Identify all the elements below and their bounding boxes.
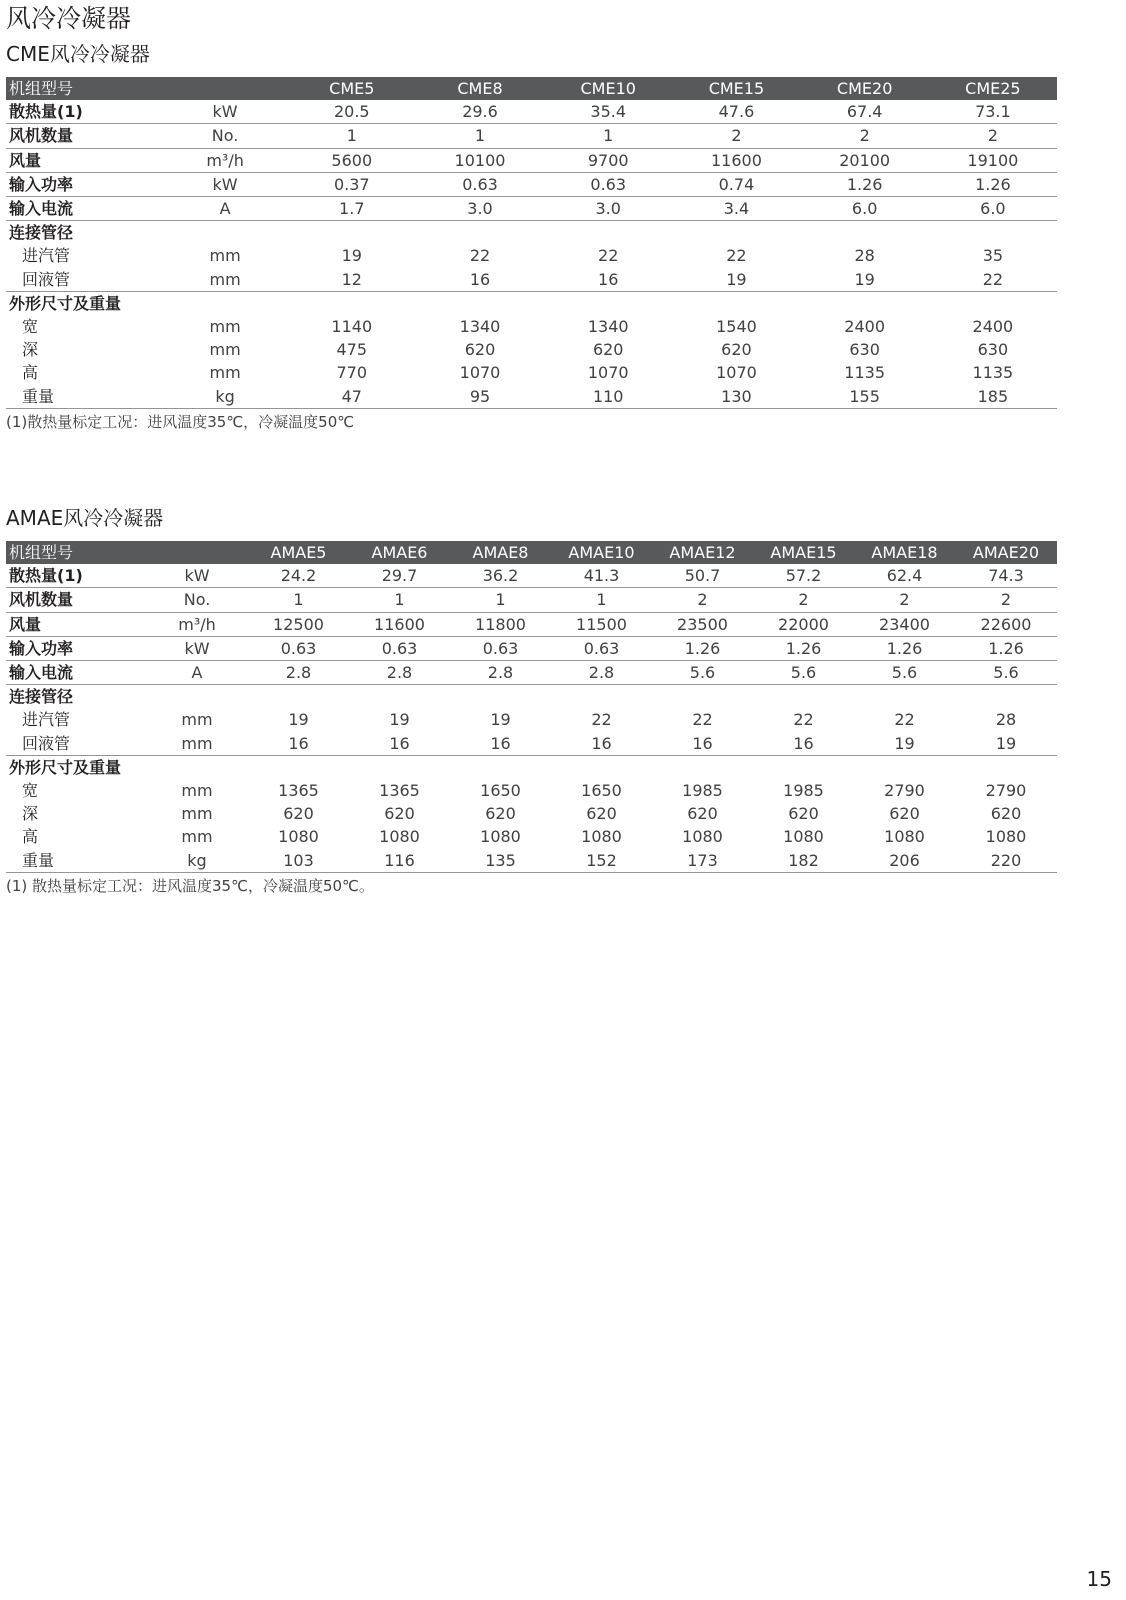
header-cell: AMAE6 — [349, 541, 450, 564]
unit-cell: kW — [146, 636, 248, 660]
value-cell: 1135 — [844, 363, 886, 383]
value-cell — [248, 685, 349, 709]
value-cell: 0.63 — [544, 172, 672, 196]
value-cell: 23500 — [652, 612, 753, 636]
value-cell: 620 — [889, 804, 920, 824]
value-cell — [288, 221, 416, 245]
value-cell: 1 — [544, 124, 672, 148]
value-cell: 29.7 — [349, 564, 450, 588]
value-cell: 20100 — [801, 148, 929, 172]
header-cell: AMAE10 — [551, 541, 652, 564]
value-cell: 1080 — [884, 827, 925, 847]
value-cell: 22000 — [753, 612, 854, 636]
value-cell: 10100 — [416, 148, 544, 172]
table-row — [6, 588, 1057, 612]
value-cell — [753, 755, 854, 779]
value-cell: 620 — [464, 340, 496, 360]
value-cell: 5600 — [288, 148, 416, 172]
row-label: 风机数量 — [6, 124, 162, 148]
unit-cell — [162, 291, 287, 315]
value-cell: 1135 — [972, 363, 1014, 383]
value-cell: 24.2 — [248, 564, 349, 588]
value-cell: 630 — [849, 340, 880, 360]
value-cell: 2.8 — [450, 660, 551, 684]
table-header-row — [6, 77, 1057, 100]
table-row — [6, 660, 1057, 684]
value-cell: 1 — [349, 588, 450, 612]
row-label: 重量 — [6, 848, 146, 872]
row-label: 散热量(1) — [6, 564, 146, 588]
value-cell: 1.26 — [929, 172, 1057, 196]
value-cell: 2 — [929, 124, 1057, 148]
value-cell: 620 — [721, 340, 752, 360]
value-cell: 620 — [990, 804, 1022, 824]
unit-cell: m³/h — [146, 612, 248, 636]
value-cell: 155 — [801, 384, 929, 408]
value-cell: 0.37 — [288, 172, 416, 196]
value-cell: 16 — [753, 732, 854, 756]
unit-cell — [146, 755, 248, 779]
value-cell: 1.26 — [955, 636, 1057, 660]
value-cell: 1080 — [480, 827, 521, 847]
value-cell: 57.2 — [753, 564, 854, 588]
row-label: 风机数量 — [6, 588, 146, 612]
value-cell — [349, 685, 450, 709]
header-cell — [162, 77, 287, 100]
value-cell: 11600 — [349, 612, 450, 636]
value-cell: 20.5 — [288, 100, 416, 124]
unit-cell: mm — [162, 268, 287, 292]
row-label: 深 — [22, 340, 39, 360]
value-cell: 16 — [450, 732, 551, 756]
value-cell: 1070 — [716, 363, 757, 383]
value-cell: 22 — [929, 268, 1057, 292]
table-row — [6, 244, 1057, 267]
value-cell: 2 — [753, 588, 854, 612]
value-cell: 22 — [469, 246, 491, 266]
value-cell: 19100 — [929, 148, 1057, 172]
value-cell: 74.3 — [955, 564, 1057, 588]
value-cell: 1080 — [278, 827, 319, 847]
row-label: 高 — [22, 363, 39, 383]
row-label: 深 — [22, 804, 39, 824]
value-cell: 0.74 — [672, 172, 800, 196]
value-cell: 185 — [929, 384, 1057, 408]
value-cell: 1080 — [985, 827, 1027, 847]
value-cell: 206 — [854, 848, 955, 872]
value-cell: 620 — [586, 804, 617, 824]
row-label: 风量 — [6, 612, 146, 636]
header-cell: AMAE8 — [450, 541, 551, 564]
value-cell — [544, 221, 672, 245]
value-cell: 1650 — [480, 780, 521, 800]
value-cell: 2 — [955, 588, 1057, 612]
table-row — [6, 361, 1057, 384]
value-cell: 630 — [977, 340, 1009, 360]
value-cell: 35 — [982, 246, 1004, 266]
row-label: 高 — [22, 827, 39, 847]
value-cell: 19 — [341, 246, 362, 266]
value-cell: 1070 — [459, 363, 501, 383]
value-cell: 173 — [652, 848, 753, 872]
header-cell: AMAE18 — [854, 541, 955, 564]
value-cell: 620 — [485, 804, 516, 824]
value-cell: 770 — [336, 363, 368, 383]
value-cell: 2790 — [884, 780, 925, 800]
table-row — [6, 708, 1057, 731]
value-cell: 1080 — [379, 827, 420, 847]
value-cell: 28 — [854, 246, 875, 266]
value-cell — [801, 291, 929, 315]
value-cell — [349, 755, 450, 779]
value-cell: 2 — [801, 124, 929, 148]
unit-cell: mm — [209, 246, 241, 266]
value-cell: 1650 — [581, 780, 622, 800]
value-cell: 1985 — [783, 780, 824, 800]
table-row — [6, 732, 1057, 756]
value-cell: 9700 — [544, 148, 672, 172]
value-cell: 67.4 — [801, 100, 929, 124]
value-cell: 1540 — [716, 316, 757, 336]
value-cell: 1.26 — [854, 636, 955, 660]
header-cell: 机组型号 — [6, 541, 146, 564]
unit-cell: No. — [146, 588, 248, 612]
table-row — [6, 779, 1057, 802]
header-cell: CME25 — [929, 77, 1057, 100]
value-cell: 1080 — [581, 827, 622, 847]
unit-cell: kW — [146, 564, 248, 588]
value-cell: 1985 — [682, 780, 723, 800]
value-cell: 152 — [551, 848, 652, 872]
value-cell: 1 — [450, 588, 551, 612]
value-cell: 130 — [672, 384, 800, 408]
row-label: 输入功率 — [6, 172, 162, 196]
table-row — [6, 564, 1057, 588]
unit-cell: mm — [209, 363, 241, 383]
unit-cell: mm — [146, 732, 248, 756]
value-cell: 36.2 — [450, 564, 551, 588]
value-cell: 135 — [450, 848, 551, 872]
table-row — [6, 221, 1057, 245]
value-cell — [854, 685, 955, 709]
table-row — [6, 291, 1057, 315]
unit-cell: mm — [181, 710, 213, 730]
value-cell: 19 — [490, 710, 511, 730]
value-cell: 23400 — [854, 612, 955, 636]
value-cell: 28 — [995, 710, 1017, 730]
row-label: 重量 — [6, 384, 162, 408]
amae-section-title: AMAE风冷冷凝器 — [6, 506, 164, 530]
value-cell: 19 — [854, 732, 955, 756]
value-cell: 1 — [551, 588, 652, 612]
row-label: 连接管径 — [9, 687, 74, 707]
table-row — [6, 802, 1057, 825]
value-cell: 2 — [652, 588, 753, 612]
value-cell: 1080 — [682, 827, 723, 847]
unit-cell: kg — [146, 848, 248, 872]
amae-spec-table — [6, 541, 1057, 873]
value-cell: 6.0 — [801, 196, 929, 220]
value-cell: 0.63 — [450, 636, 551, 660]
value-cell: 1340 — [587, 316, 629, 336]
value-cell — [551, 685, 652, 709]
value-cell — [955, 755, 1057, 779]
unit-cell: kW — [162, 100, 287, 124]
row-label: 宽 — [22, 780, 39, 800]
unit-cell: m³/h — [162, 148, 287, 172]
value-cell: 2400 — [844, 316, 886, 336]
value-cell: 103 — [248, 848, 349, 872]
table-row — [6, 268, 1057, 292]
value-cell: 1.26 — [652, 636, 753, 660]
row-label: 散热量(1) — [6, 100, 162, 124]
table-row — [6, 124, 1057, 148]
value-cell — [929, 291, 1057, 315]
value-cell: 16 — [652, 732, 753, 756]
value-cell: 22600 — [955, 612, 1057, 636]
header-cell: CME5 — [288, 77, 416, 100]
value-cell: 22 — [591, 710, 612, 730]
value-cell: 1070 — [587, 363, 629, 383]
value-cell: 19 — [801, 268, 929, 292]
value-cell: 1.26 — [801, 172, 929, 196]
table-row — [6, 148, 1057, 172]
value-cell: 5.6 — [854, 660, 955, 684]
value-cell: 1 — [288, 124, 416, 148]
value-cell: 116 — [349, 848, 450, 872]
unit-cell — [162, 221, 287, 245]
row-label: 进汽管 — [22, 246, 71, 266]
header-cell: CME8 — [416, 77, 544, 100]
value-cell — [450, 755, 551, 779]
value-cell: 2790 — [985, 780, 1027, 800]
value-cell: 2 — [672, 124, 800, 148]
value-cell: 11600 — [672, 148, 800, 172]
header-cell: 机组型号 — [6, 77, 162, 100]
value-cell: 35.4 — [544, 100, 672, 124]
value-cell: 1365 — [379, 780, 420, 800]
value-cell: 22 — [726, 246, 747, 266]
row-label: 回液管 — [6, 732, 146, 756]
value-cell: 1080 — [783, 827, 824, 847]
header-cell: AMAE20 — [955, 541, 1057, 564]
table-row — [6, 636, 1057, 660]
unit-cell: mm — [209, 316, 241, 336]
value-cell — [416, 221, 544, 245]
table-header-row — [6, 541, 1057, 564]
cme-footnote: (1)散热量标定工况：进风温度35℃，冷凝温度50℃ — [6, 413, 355, 431]
value-cell — [652, 755, 753, 779]
cme-spec-table — [6, 77, 1057, 409]
value-cell: 47 — [288, 384, 416, 408]
value-cell: 5.6 — [955, 660, 1057, 684]
table-row — [6, 612, 1057, 636]
unit-cell: kg — [162, 384, 287, 408]
value-cell: 1140 — [331, 316, 373, 336]
value-cell: 50.7 — [652, 564, 753, 588]
value-cell: 220 — [955, 848, 1057, 872]
value-cell: 5.6 — [753, 660, 854, 684]
value-cell — [551, 755, 652, 779]
value-cell — [544, 291, 672, 315]
row-label: 进汽管 — [22, 710, 71, 730]
value-cell: 29.6 — [416, 100, 544, 124]
unit-cell — [146, 685, 248, 709]
value-cell: 1.7 — [288, 196, 416, 220]
value-cell: 16 — [544, 268, 672, 292]
table-row — [6, 172, 1057, 196]
value-cell: 620 — [384, 804, 415, 824]
row-label: 连接管径 — [9, 223, 74, 243]
value-cell: 182 — [753, 848, 854, 872]
value-cell: 3.0 — [416, 196, 544, 220]
value-cell: 2.8 — [349, 660, 450, 684]
value-cell — [672, 291, 800, 315]
unit-cell: kW — [162, 172, 287, 196]
value-cell: 1 — [416, 124, 544, 148]
value-cell: 62.4 — [854, 564, 955, 588]
page-number: 15 — [1086, 1567, 1112, 1591]
value-cell — [416, 291, 544, 315]
value-cell — [753, 685, 854, 709]
value-cell: 47.6 — [672, 100, 800, 124]
table-row — [6, 685, 1057, 709]
header-cell — [146, 541, 248, 564]
table-row — [6, 825, 1057, 848]
value-cell: 22 — [793, 710, 814, 730]
value-cell: 2400 — [972, 316, 1014, 336]
value-cell: 16 — [248, 732, 349, 756]
value-cell: 0.63 — [248, 636, 349, 660]
table-row — [6, 196, 1057, 220]
header-cell: AMAE5 — [248, 541, 349, 564]
value-cell — [672, 221, 800, 245]
unit-cell: mm — [209, 340, 241, 360]
unit-cell: mm — [181, 780, 213, 800]
value-cell: 3.0 — [544, 196, 672, 220]
value-cell: 2.8 — [248, 660, 349, 684]
amae-footnote: (1) 散热量标定工况：进风温度35℃，冷凝温度50℃。 — [6, 877, 374, 895]
value-cell: 19 — [955, 732, 1057, 756]
value-cell: 22 — [894, 710, 915, 730]
unit-cell: A — [162, 196, 287, 220]
cme-section-title: CME风冷冷凝器 — [6, 42, 150, 66]
value-cell: 19 — [672, 268, 800, 292]
row-label: 风量 — [6, 148, 162, 172]
value-cell: 73.1 — [929, 100, 1057, 124]
row-label: 输入电流 — [6, 660, 146, 684]
value-cell: 2.8 — [551, 660, 652, 684]
table-row — [6, 338, 1057, 361]
value-cell — [854, 755, 955, 779]
value-cell: 110 — [544, 384, 672, 408]
header-cell: AMAE12 — [652, 541, 753, 564]
value-cell: 12 — [288, 268, 416, 292]
value-cell: 5.6 — [652, 660, 753, 684]
value-cell: 12500 — [248, 612, 349, 636]
header-cell: CME15 — [672, 77, 800, 100]
value-cell: 620 — [592, 340, 624, 360]
table-row — [6, 755, 1057, 779]
unit-cell: No. — [162, 124, 287, 148]
value-cell: 620 — [788, 804, 819, 824]
value-cell: 1.26 — [753, 636, 854, 660]
header-cell: CME20 — [801, 77, 929, 100]
value-cell: 620 — [283, 804, 314, 824]
value-cell: 22 — [692, 710, 713, 730]
unit-cell: mm — [181, 827, 213, 847]
value-cell: 19 — [389, 710, 410, 730]
value-cell: 0.63 — [349, 636, 450, 660]
value-cell: 1 — [248, 588, 349, 612]
row-label: 宽 — [22, 316, 39, 336]
value-cell — [929, 221, 1057, 245]
header-cell: AMAE15 — [753, 541, 854, 564]
header-cell: CME10 — [544, 77, 672, 100]
unit-cell: mm — [181, 804, 213, 824]
row-label: 外形尺寸及重量 — [9, 293, 122, 313]
value-cell: 1340 — [459, 316, 501, 336]
value-cell: 0.63 — [551, 636, 652, 660]
value-cell: 22 — [598, 246, 619, 266]
value-cell: 95 — [416, 384, 544, 408]
value-cell: 620 — [687, 804, 718, 824]
row-label: 外形尺寸及重量 — [9, 757, 122, 777]
table-row — [6, 100, 1057, 124]
value-cell — [288, 291, 416, 315]
value-cell: 475 — [336, 340, 368, 360]
page-title: 风冷冷凝器 — [6, 4, 132, 33]
value-cell: 1365 — [278, 780, 319, 800]
value-cell: 11500 — [551, 612, 652, 636]
value-cell — [652, 685, 753, 709]
table-row — [6, 315, 1057, 338]
value-cell — [801, 221, 929, 245]
value-cell: 0.63 — [416, 172, 544, 196]
value-cell — [450, 685, 551, 709]
value-cell: 16 — [416, 268, 544, 292]
value-cell: 16 — [349, 732, 450, 756]
value-cell: 2 — [854, 588, 955, 612]
row-label: 回液管 — [6, 268, 162, 292]
value-cell — [955, 685, 1057, 709]
table-row — [6, 384, 1057, 408]
table-row — [6, 848, 1057, 872]
value-cell: 41.3 — [551, 564, 652, 588]
value-cell: 11800 — [450, 612, 551, 636]
value-cell: 6.0 — [929, 196, 1057, 220]
value-cell: 16 — [551, 732, 652, 756]
value-cell: 3.4 — [672, 196, 800, 220]
value-cell: 19 — [288, 710, 309, 730]
row-label: 输入功率 — [6, 636, 146, 660]
unit-cell: A — [146, 660, 248, 684]
value-cell — [248, 755, 349, 779]
row-label: 输入电流 — [6, 196, 162, 220]
